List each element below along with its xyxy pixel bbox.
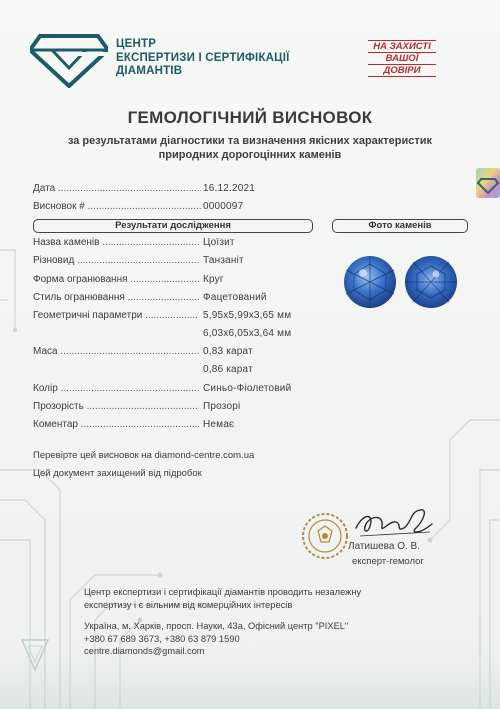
stone-name-label: Назва каменів ..... (33, 237, 199, 248)
cut-style-label: Стиль огранювання ..... (33, 292, 199, 303)
number-label: Висновок # ..... (33, 201, 201, 212)
gem-photo-1 (342, 254, 398, 310)
brand-line-1: ЦЕНТР (116, 38, 157, 50)
document-title: ГЕМОЛОГІЧНИЙ ВИСНОВОК (127, 108, 373, 127)
footer-line-2: експертизу і є вільним від комерційних інтересів (84, 599, 293, 610)
stamp-line-1: НА ЗАХИСТІ (373, 41, 431, 52)
expert-name: Латишева О. В. (348, 541, 420, 552)
footer-address: Україна, м. Харків, просп. Науки, 43а, Офісний центр "PIXEL" (84, 621, 349, 631)
stone-name-value: Цоїзит (203, 237, 235, 248)
gem-photo-2 (403, 254, 459, 310)
footer-phones: +380 67 689 3673, +380 63 879 1590 (84, 633, 240, 644)
clarity-value: Прозорі (203, 401, 241, 412)
dimensions-value-2: 6,03x6,05x3,64 мм (203, 328, 292, 339)
document-subtitle (0, 134, 500, 162)
date-value: 16.12.2021 (203, 183, 256, 194)
variety-value: Танзаніт (203, 255, 244, 266)
stamp-line-3: ДОВІРИ (383, 65, 421, 76)
footer-line-1: Центр експертизи і сертифікації діамантів проводить незалежну (84, 587, 362, 597)
diamond-logo-icon (30, 32, 108, 88)
results-section-header: Результати дослідження (33, 219, 313, 233)
color-value: Синьо-Фіолетовий (203, 383, 292, 394)
verify-note: Перевірте цей висновок на diamond-centre.com.ua (33, 450, 255, 461)
comment-value: Немає (203, 419, 235, 430)
comment-label: Коментар ..... (33, 419, 199, 430)
hologram-sticker-icon (476, 168, 500, 198)
photo-section-header: Фото каменів (332, 219, 468, 233)
variety-label: Різновид ..... (33, 255, 199, 266)
certificate-number: 0000097 (203, 201, 244, 212)
company-seal-icon (301, 512, 349, 560)
stamp-line-2: ВАШОЇ (385, 53, 419, 64)
footer-contacts (84, 620, 348, 658)
weight-value-2: 0,86 карат (203, 364, 253, 375)
clarity-label: Прозорість ..... (33, 401, 199, 412)
brand-line-3: ДІАМАНТІВ (116, 65, 183, 77)
weight-label: Маса ..... (33, 346, 199, 357)
subtitle-line-1: за результатами діагностики та визначення якісних характеристик (67, 135, 433, 147)
protection-note: Цей документ захищений від підробок (33, 468, 202, 479)
expert-role: експерт-гемолог (352, 556, 424, 567)
cut-style-value: Фацетований (203, 292, 267, 303)
weight-value-1: 0,83 карат (203, 346, 253, 357)
dimensions-value-1: 5,95x5,99x3,65 мм (203, 310, 292, 321)
dimensions-label: Геометричні параметри ..... (33, 310, 199, 321)
signature-icon (350, 502, 438, 542)
footer-disclaimer (84, 586, 361, 611)
footer-email: centre.diamonds@gmail.com (84, 646, 205, 656)
color-label: Колір ..... (33, 383, 199, 394)
cut-shape-value: Круг (203, 274, 224, 285)
brand-line-2: ЕКСПЕРТИЗИ І СЕРТИФІКАЦІЇ (116, 51, 290, 64)
trust-stamp (362, 40, 442, 77)
cut-shape-label: Форма огранювання ..... (33, 274, 199, 285)
date-label: Дата ..... (33, 183, 201, 194)
brand-name (116, 38, 290, 79)
subtitle-line-2: природних дорогоцінних каменів (158, 149, 342, 161)
